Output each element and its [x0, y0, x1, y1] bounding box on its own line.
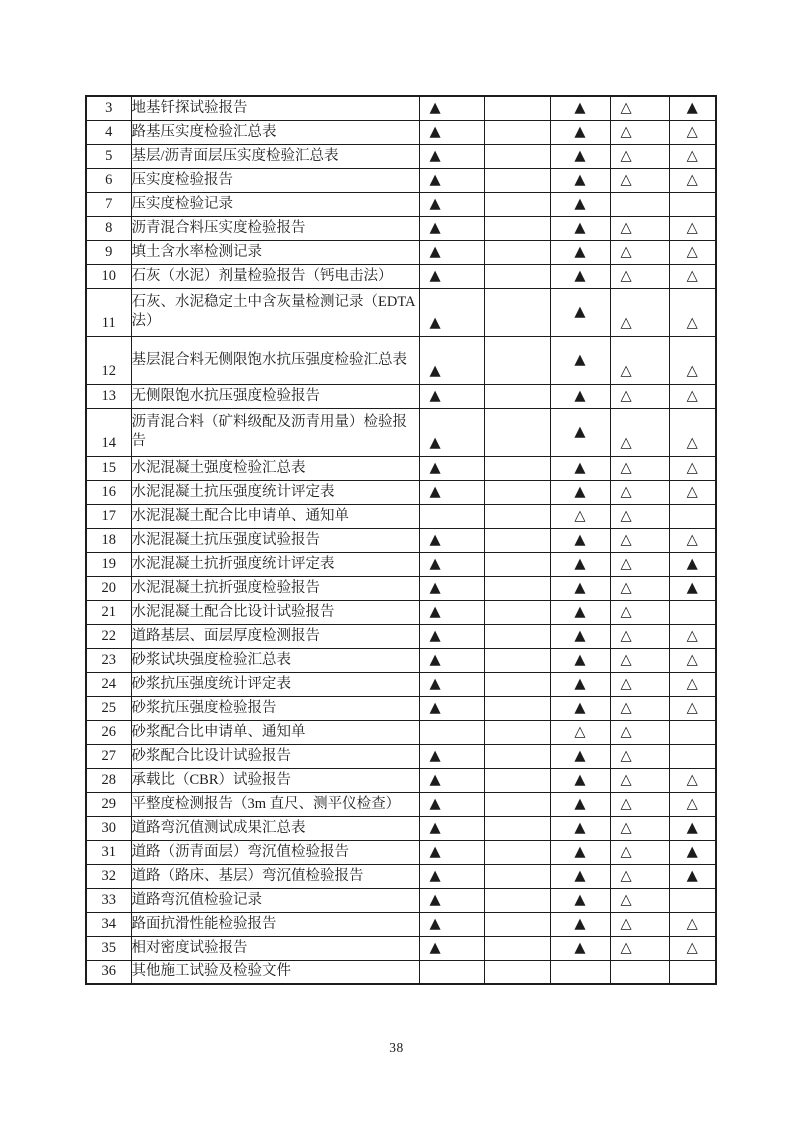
table-row: [86, 408, 716, 456]
mark-cell-2: [484, 480, 550, 504]
row-number-cell: 33: [86, 888, 131, 912]
mark-cell-2: [484, 696, 550, 720]
mark-cell-5: △: [669, 936, 716, 960]
item-name-cell: 砂浆抗压强度检验报告: [131, 696, 419, 720]
row-number-cell: 28: [86, 768, 131, 792]
item-name-cell: 水泥混凝土抗压强度试验报告: [131, 528, 419, 552]
mark-cell-3: ▲: [550, 528, 610, 552]
row-number-cell: 32: [86, 864, 131, 888]
mark-cell-1: ▲: [419, 528, 484, 552]
mark-cell-3: ▲: [550, 336, 610, 384]
item-name-cell: 道路基层、面层厚度检测报告: [131, 624, 419, 648]
mark-cell-3: ▲: [550, 456, 610, 480]
mark-cell-5: [669, 192, 716, 216]
mark-cell-5: [669, 960, 716, 984]
mark-cell-1: ▲: [419, 624, 484, 648]
mark-cell-2: [484, 600, 550, 624]
mark-cell-4: △: [610, 144, 669, 168]
item-name-cell: 道路（沥青面层）弯沉值检验报告: [131, 840, 419, 864]
table-row: [86, 960, 716, 984]
mark-cell-3: ▲: [550, 96, 610, 120]
mark-cell-5: △: [669, 120, 716, 144]
table-row: [86, 840, 716, 864]
mark-cell-1: ▲: [419, 192, 484, 216]
mark-cell-5: △: [669, 528, 716, 552]
mark-cell-3: ▲: [550, 696, 610, 720]
item-name-cell: 压实度检验记录: [131, 192, 419, 216]
mark-cell-4: △: [610, 936, 669, 960]
table-row: [86, 768, 716, 792]
mark-cell-4: △: [610, 624, 669, 648]
mark-cell-4: [610, 960, 669, 984]
mark-cell-1: ▲: [419, 144, 484, 168]
mark-cell-4: △: [610, 888, 669, 912]
mark-cell-3: ▲: [550, 552, 610, 576]
mark-cell-3: △: [550, 720, 610, 744]
table-row: [86, 96, 716, 120]
mark-cell-2: [484, 192, 550, 216]
table-row: [86, 552, 716, 576]
table-row: [86, 192, 716, 216]
table-row: [86, 456, 716, 480]
mark-cell-2: [484, 384, 550, 408]
row-number-cell: 26: [86, 720, 131, 744]
row-number-cell: 19: [86, 552, 131, 576]
row-number-cell: 30: [86, 816, 131, 840]
mark-cell-4: △: [610, 912, 669, 936]
table-row: [86, 336, 716, 384]
item-name-cell: 水泥混凝土强度检验汇总表: [131, 456, 419, 480]
mark-cell-4: △: [610, 648, 669, 672]
mark-cell-1: [419, 504, 484, 528]
mark-cell-5: △: [669, 336, 716, 384]
table-row: [86, 672, 716, 696]
item-name-cell: 压实度检验报告: [131, 168, 419, 192]
table-row: [86, 936, 716, 960]
mark-cell-2: [484, 264, 550, 288]
mark-cell-2: [484, 816, 550, 840]
item-name-cell: 砂浆抗压强度统计评定表: [131, 672, 419, 696]
mark-cell-3: ▲: [550, 888, 610, 912]
mark-cell-3: ▲: [550, 624, 610, 648]
mark-cell-1: ▲: [419, 816, 484, 840]
item-name-cell: 路基压实度检验汇总表: [131, 120, 419, 144]
table-row: [86, 696, 716, 720]
mark-cell-2: [484, 120, 550, 144]
row-number-cell: 23: [86, 648, 131, 672]
mark-cell-1: ▲: [419, 576, 484, 600]
mark-cell-1: ▲: [419, 696, 484, 720]
mark-cell-1: ▲: [419, 384, 484, 408]
mark-cell-3: ▲: [550, 288, 610, 336]
item-name-cell: 道路弯沉值测试成果汇总表: [131, 816, 419, 840]
table-body: [86, 96, 716, 984]
mark-cell-2: [484, 144, 550, 168]
mark-cell-4: △: [610, 864, 669, 888]
mark-cell-4: △: [610, 792, 669, 816]
row-number-cell: 18: [86, 528, 131, 552]
item-name-cell: 石灰、水泥稳定土中含灰量检测记录（EDTA 法）: [131, 288, 419, 336]
mark-cell-3: ▲: [550, 216, 610, 240]
mark-cell-5: △: [669, 144, 716, 168]
mark-cell-5: ▲: [669, 840, 716, 864]
mark-cell-3: ▲: [550, 840, 610, 864]
table-row: [86, 888, 716, 912]
mark-cell-1: ▲: [419, 888, 484, 912]
item-name-cell: 石灰（水泥）剂量检验报告（钙电击法）: [131, 264, 419, 288]
mark-cell-5: [669, 504, 716, 528]
mark-cell-2: [484, 552, 550, 576]
mark-cell-4: △: [610, 480, 669, 504]
item-name-cell: 水泥混凝土抗压强度统计评定表: [131, 480, 419, 504]
mark-cell-5: [669, 600, 716, 624]
item-name-cell: 无侧限饱水抗压强度检验报告: [131, 384, 419, 408]
mark-cell-4: △: [610, 672, 669, 696]
mark-cell-5: △: [669, 792, 716, 816]
mark-cell-1: ▲: [419, 936, 484, 960]
mark-cell-5: △: [669, 384, 716, 408]
mark-cell-1: ▲: [419, 864, 484, 888]
row-number-cell: 29: [86, 792, 131, 816]
mark-cell-3: ▲: [550, 144, 610, 168]
row-number-cell: 36: [86, 960, 131, 984]
item-name-cell: 水泥混凝土抗折强度统计评定表: [131, 552, 419, 576]
mark-cell-2: [484, 720, 550, 744]
item-name-cell: 基层/沥青面层压实度检验汇总表: [131, 144, 419, 168]
mark-cell-3: ▲: [550, 264, 610, 288]
mark-cell-1: ▲: [419, 768, 484, 792]
mark-cell-2: [484, 288, 550, 336]
mark-cell-5: △: [669, 240, 716, 264]
mark-cell-5: △: [669, 648, 716, 672]
table-row: [86, 576, 716, 600]
row-number-cell: 31: [86, 840, 131, 864]
row-number-cell: 15: [86, 456, 131, 480]
table-row: [86, 144, 716, 168]
mark-cell-4: △: [610, 384, 669, 408]
mark-cell-4: △: [610, 528, 669, 552]
mark-cell-1: [419, 720, 484, 744]
mark-cell-3: ▲: [550, 816, 610, 840]
mark-cell-4: △: [610, 744, 669, 768]
row-number-cell: 3: [86, 96, 131, 120]
table-row: [86, 744, 716, 768]
table-row: [86, 912, 716, 936]
table-row: [86, 504, 716, 528]
mark-cell-3: ▲: [550, 768, 610, 792]
item-name-cell: 基层混合料无侧限饱水抗压强度检验汇总表: [131, 336, 419, 384]
mark-cell-5: △: [669, 624, 716, 648]
mark-cell-4: △: [610, 336, 669, 384]
row-number-cell: 21: [86, 600, 131, 624]
table-row: [86, 648, 716, 672]
item-name-cell: 水泥混凝土配合比设计试验报告: [131, 600, 419, 624]
mark-cell-2: [484, 96, 550, 120]
mark-cell-1: ▲: [419, 96, 484, 120]
mark-cell-5: ▲: [669, 816, 716, 840]
mark-cell-4: △: [610, 456, 669, 480]
page-number: 38: [389, 1040, 404, 1055]
mark-cell-5: △: [669, 288, 716, 336]
mark-cell-3: ▲: [550, 936, 610, 960]
item-name-cell: 道路（路床、基层）弯沉值检验报告: [131, 864, 419, 888]
mark-cell-2: [484, 216, 550, 240]
mark-cell-4: △: [610, 408, 669, 456]
row-number-cell: 6: [86, 168, 131, 192]
mark-cell-2: [484, 864, 550, 888]
item-name-cell: 平整度检测报告（3m 直尺、测平仪检查）: [131, 792, 419, 816]
mark-cell-1: ▲: [419, 264, 484, 288]
mark-cell-5: △: [669, 216, 716, 240]
row-number-cell: 13: [86, 384, 131, 408]
mark-cell-5: [669, 888, 716, 912]
row-number-cell: 11: [86, 288, 131, 336]
mark-cell-5: △: [669, 672, 716, 696]
mark-cell-4: △: [610, 552, 669, 576]
mark-cell-5: △: [669, 168, 716, 192]
mark-cell-1: ▲: [419, 600, 484, 624]
row-number-cell: 4: [86, 120, 131, 144]
table-row: [86, 624, 716, 648]
table-row: [86, 480, 716, 504]
mark-cell-1: ▲: [419, 480, 484, 504]
item-name-cell: 道路弯沉值检验记录: [131, 888, 419, 912]
mark-cell-2: [484, 576, 550, 600]
mark-cell-4: △: [610, 240, 669, 264]
item-name-cell: 其他施工试验及检验文件: [131, 960, 419, 984]
mark-cell-5: [669, 744, 716, 768]
mark-cell-1: ▲: [419, 456, 484, 480]
table-row: [86, 864, 716, 888]
mark-cell-5: [669, 720, 716, 744]
row-number-cell: 5: [86, 144, 131, 168]
mark-cell-3: ▲: [550, 192, 610, 216]
row-number-cell: 24: [86, 672, 131, 696]
row-number-cell: 17: [86, 504, 131, 528]
item-name-cell: 砂浆配合比申请单、通知单: [131, 720, 419, 744]
mark-cell-3: △: [550, 504, 610, 528]
mark-cell-5: △: [669, 912, 716, 936]
item-name-cell: 砂浆配合比设计试验报告: [131, 744, 419, 768]
mark-cell-3: [550, 960, 610, 984]
table-row: [86, 384, 716, 408]
mark-cell-1: ▲: [419, 120, 484, 144]
mark-cell-5: ▲: [669, 552, 716, 576]
mark-cell-4: △: [610, 600, 669, 624]
table-row: [86, 528, 716, 552]
mark-cell-3: ▲: [550, 864, 610, 888]
mark-cell-4: △: [610, 576, 669, 600]
mark-cell-3: ▲: [550, 240, 610, 264]
row-number-cell: 10: [86, 264, 131, 288]
mark-cell-2: [484, 792, 550, 816]
mark-cell-1: ▲: [419, 744, 484, 768]
mark-cell-1: ▲: [419, 552, 484, 576]
mark-cell-2: [484, 408, 550, 456]
mark-cell-1: ▲: [419, 216, 484, 240]
mark-cell-4: △: [610, 816, 669, 840]
mark-cell-2: [484, 840, 550, 864]
row-number-cell: 16: [86, 480, 131, 504]
row-number-cell: 35: [86, 936, 131, 960]
mark-cell-2: [484, 912, 550, 936]
mark-cell-1: ▲: [419, 912, 484, 936]
table-row: [86, 120, 716, 144]
row-number-cell: 25: [86, 696, 131, 720]
mark-cell-4: [610, 192, 669, 216]
item-name-cell: 地基钎探试验报告: [131, 96, 419, 120]
mark-cell-3: ▲: [550, 480, 610, 504]
mark-cell-3: ▲: [550, 792, 610, 816]
item-name-cell: 沥青混合料（矿料级配及沥青用量）检验报告: [131, 408, 419, 456]
mark-cell-4: △: [610, 504, 669, 528]
mark-cell-3: ▲: [550, 384, 610, 408]
mark-cell-2: [484, 456, 550, 480]
mark-cell-2: [484, 672, 550, 696]
mark-cell-1: ▲: [419, 648, 484, 672]
mark-cell-2: [484, 888, 550, 912]
mark-cell-5: ▲: [669, 96, 716, 120]
item-name-cell: 水泥混凝土配合比申请单、通知单: [131, 504, 419, 528]
table-row: [86, 216, 716, 240]
mark-cell-2: [484, 768, 550, 792]
row-number-cell: 9: [86, 240, 131, 264]
inspection-documents-table: [85, 95, 717, 985]
row-number-cell: 14: [86, 408, 131, 456]
mark-cell-5: △: [669, 408, 716, 456]
mark-cell-1: ▲: [419, 240, 484, 264]
mark-cell-4: △: [610, 168, 669, 192]
mark-cell-4: △: [610, 120, 669, 144]
item-name-cell: 砂浆试块强度检验汇总表: [131, 648, 419, 672]
row-number-cell: 22: [86, 624, 131, 648]
mark-cell-2: [484, 744, 550, 768]
mark-cell-3: ▲: [550, 408, 610, 456]
mark-cell-3: ▲: [550, 648, 610, 672]
mark-cell-2: [484, 960, 550, 984]
mark-cell-3: ▲: [550, 120, 610, 144]
item-name-cell: 路面抗滑性能检验报告: [131, 912, 419, 936]
mark-cell-4: △: [610, 216, 669, 240]
mark-cell-4: △: [610, 264, 669, 288]
mark-cell-2: [484, 336, 550, 384]
row-number-cell: 34: [86, 912, 131, 936]
table-row: [86, 816, 716, 840]
row-number-cell: 27: [86, 744, 131, 768]
table-row: [86, 792, 716, 816]
mark-cell-1: ▲: [419, 288, 484, 336]
mark-cell-2: [484, 936, 550, 960]
mark-cell-1: [419, 960, 484, 984]
mark-cell-5: △: [669, 456, 716, 480]
mark-cell-3: ▲: [550, 576, 610, 600]
mark-cell-3: ▲: [550, 168, 610, 192]
mark-cell-1: ▲: [419, 792, 484, 816]
mark-cell-1: ▲: [419, 840, 484, 864]
item-name-cell: 相对密度试验报告: [131, 936, 419, 960]
mark-cell-2: [484, 648, 550, 672]
mark-cell-5: △: [669, 480, 716, 504]
table-row: [86, 720, 716, 744]
mark-cell-5: △: [669, 768, 716, 792]
mark-cell-5: ▲: [669, 864, 716, 888]
row-number-cell: 20: [86, 576, 131, 600]
mark-cell-5: △: [669, 696, 716, 720]
mark-cell-4: △: [610, 96, 669, 120]
mark-cell-4: △: [610, 288, 669, 336]
item-name-cell: 填土含水率检测记录: [131, 240, 419, 264]
item-name-cell: 承载比（CBR）试验报告: [131, 768, 419, 792]
item-name-cell: 水泥混凝土抗折强度检验报告: [131, 576, 419, 600]
mark-cell-4: △: [610, 696, 669, 720]
table-row: [86, 288, 716, 336]
mark-cell-2: [484, 624, 550, 648]
row-number-cell: 12: [86, 336, 131, 384]
mark-cell-2: [484, 168, 550, 192]
mark-cell-2: [484, 504, 550, 528]
table-row: [86, 600, 716, 624]
mark-cell-4: △: [610, 720, 669, 744]
mark-cell-1: ▲: [419, 336, 484, 384]
item-name-cell: 沥青混合料压实度检验报告: [131, 216, 419, 240]
mark-cell-1: ▲: [419, 672, 484, 696]
mark-cell-5: △: [669, 264, 716, 288]
table-row: [86, 264, 716, 288]
mark-cell-2: [484, 528, 550, 552]
mark-cell-3: ▲: [550, 600, 610, 624]
table-row: [86, 168, 716, 192]
mark-cell-4: △: [610, 768, 669, 792]
mark-cell-3: ▲: [550, 744, 610, 768]
mark-cell-1: ▲: [419, 408, 484, 456]
mark-cell-3: ▲: [550, 912, 610, 936]
mark-cell-3: ▲: [550, 672, 610, 696]
mark-cell-5: ▲: [669, 576, 716, 600]
mark-cell-2: [484, 240, 550, 264]
mark-cell-1: ▲: [419, 168, 484, 192]
row-number-cell: 8: [86, 216, 131, 240]
row-number-cell: 7: [86, 192, 131, 216]
table-row: [86, 240, 716, 264]
mark-cell-4: △: [610, 840, 669, 864]
